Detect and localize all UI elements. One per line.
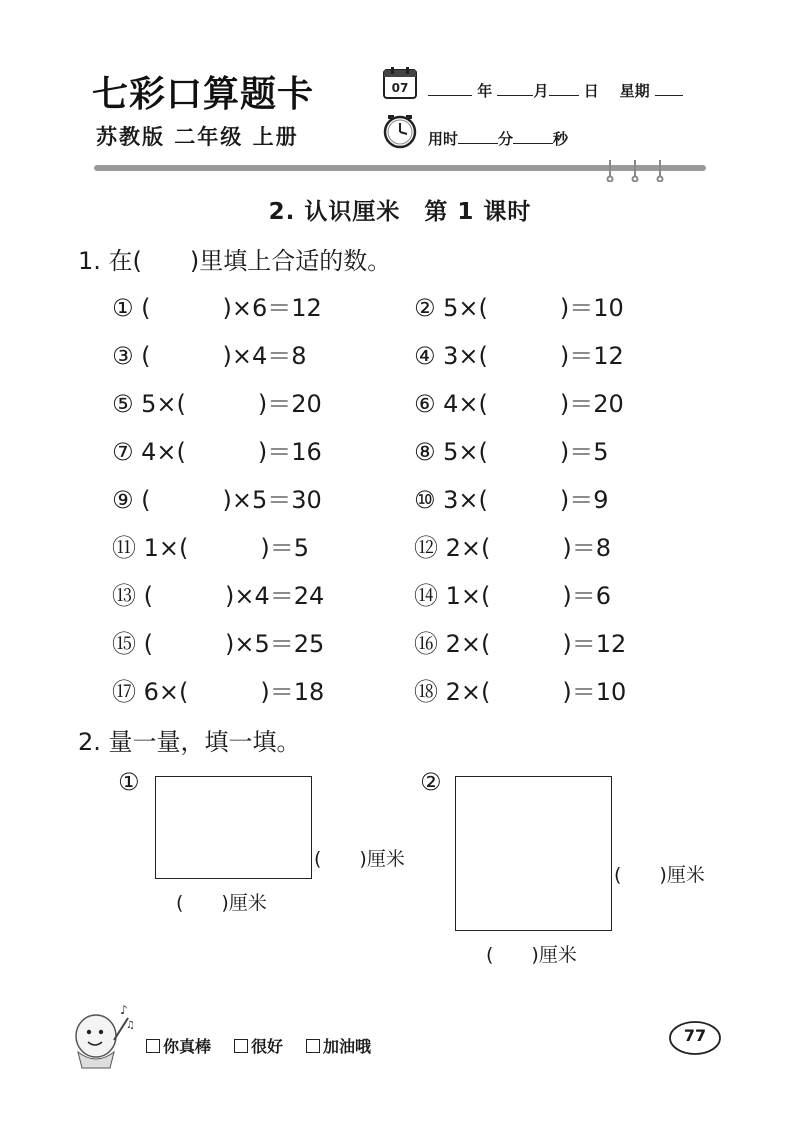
exercise-item[interactable]: ⑰ 6×( )＝18 <box>112 678 325 706</box>
second-blank[interactable] <box>513 129 553 144</box>
rating-option-keep-trying[interactable] <box>306 1034 371 1057</box>
exercise-item[interactable]: ⑧ 5×( )＝5 <box>414 438 609 466</box>
svg-text:♫: ♫ <box>126 1020 135 1031</box>
page-number: 77 <box>683 1026 707 1045</box>
mascot-icon <box>66 1000 136 1072</box>
minute-label: 分 <box>498 130 514 148</box>
checkbox-icon[interactable] <box>146 1039 160 1053</box>
month-label: 月 <box>533 82 549 100</box>
section2-title: 2. 量一量，填一填。 <box>78 728 301 756</box>
brand-title: 七彩口算题卡 <box>92 74 315 115</box>
shape1-side-blank[interactable]: ( )厘米 <box>314 848 405 870</box>
week-label: 星期 <box>619 82 650 100</box>
second-label: 秒 <box>553 130 569 148</box>
clock-icon <box>382 113 418 149</box>
exercise-item[interactable]: ⑬ ( )×4＝24 <box>112 582 325 610</box>
exercise-item[interactable]: ⑮ ( )×5＝25 <box>112 630 325 658</box>
rating-option-good[interactable] <box>234 1034 283 1057</box>
checkbox-icon[interactable] <box>234 1039 248 1053</box>
calendar-icon <box>382 66 418 100</box>
rectangle-shape-1 <box>155 776 312 879</box>
exercise-item[interactable]: ⑦ 4×( )＝16 <box>112 438 322 466</box>
svg-text:♪: ♪ <box>120 1003 128 1017</box>
exercise-item[interactable]: ⑪ 1×( )＝5 <box>112 534 310 562</box>
exercise-item[interactable]: ① ( )×6＝12 <box>112 294 322 322</box>
exercise-item[interactable]: ③ ( )×4＝8 <box>112 342 307 370</box>
rating-label: 你真棒 <box>163 1037 212 1056</box>
exercise-item[interactable]: ⑩ 3×( )＝9 <box>414 486 609 514</box>
exercise-item[interactable]: ⑯ 2×( )＝12 <box>414 630 627 658</box>
exercise-item[interactable]: ④ 3×( )＝12 <box>414 342 624 370</box>
shape2-bottom-blank[interactable]: ( )厘米 <box>486 944 577 966</box>
exercise-item[interactable]: ⑨ ( )×5＝30 <box>112 486 322 514</box>
shape1-label: ① <box>118 768 140 796</box>
rating-label: 加油哦 <box>323 1037 372 1056</box>
calendar-icon-text: 07 <box>391 81 409 95</box>
exercise-item[interactable]: ② 5×( )＝10 <box>414 294 624 322</box>
minute-blank[interactable] <box>458 129 498 144</box>
exercise-item[interactable]: ⑭ 1×( )＝6 <box>414 582 612 610</box>
week-blank[interactable] <box>655 81 683 96</box>
rating-label: 很好 <box>251 1037 284 1056</box>
binder-ring-icons <box>600 158 670 182</box>
checkbox-icon[interactable] <box>306 1039 320 1053</box>
time-used-label: 用时 <box>428 130 459 148</box>
shape2-side-blank[interactable]: ( )厘米 <box>614 864 705 886</box>
edition-label: 苏教版 二年级 上册 <box>96 125 299 149</box>
exercise-item[interactable]: ⑱ 2×( )＝10 <box>414 678 627 706</box>
shape1-bottom-blank[interactable]: ( )厘米 <box>176 892 267 914</box>
shape2-label: ② <box>420 768 442 796</box>
year-label: 年 <box>477 82 493 100</box>
exercise-item[interactable]: ⑫ 2×( )＝8 <box>414 534 612 562</box>
rectangle-shape-2 <box>455 776 612 931</box>
date-line <box>428 80 683 101</box>
year-blank[interactable] <box>428 81 472 96</box>
rating-option-great[interactable] <box>146 1034 211 1057</box>
month-blank[interactable] <box>497 81 533 96</box>
time-line <box>428 128 568 149</box>
day-label: 日 <box>583 82 599 100</box>
exercise-item[interactable]: ⑥ 4×( )＝20 <box>414 390 624 418</box>
exercise-item[interactable]: ⑤ 5×( )＝20 <box>112 390 322 418</box>
lesson-title: 2. 认识厘米 第 1 课时 <box>268 199 532 225</box>
section1-title: 1. 在( )里填上合适的数。 <box>78 247 392 275</box>
day-blank[interactable] <box>549 81 579 96</box>
